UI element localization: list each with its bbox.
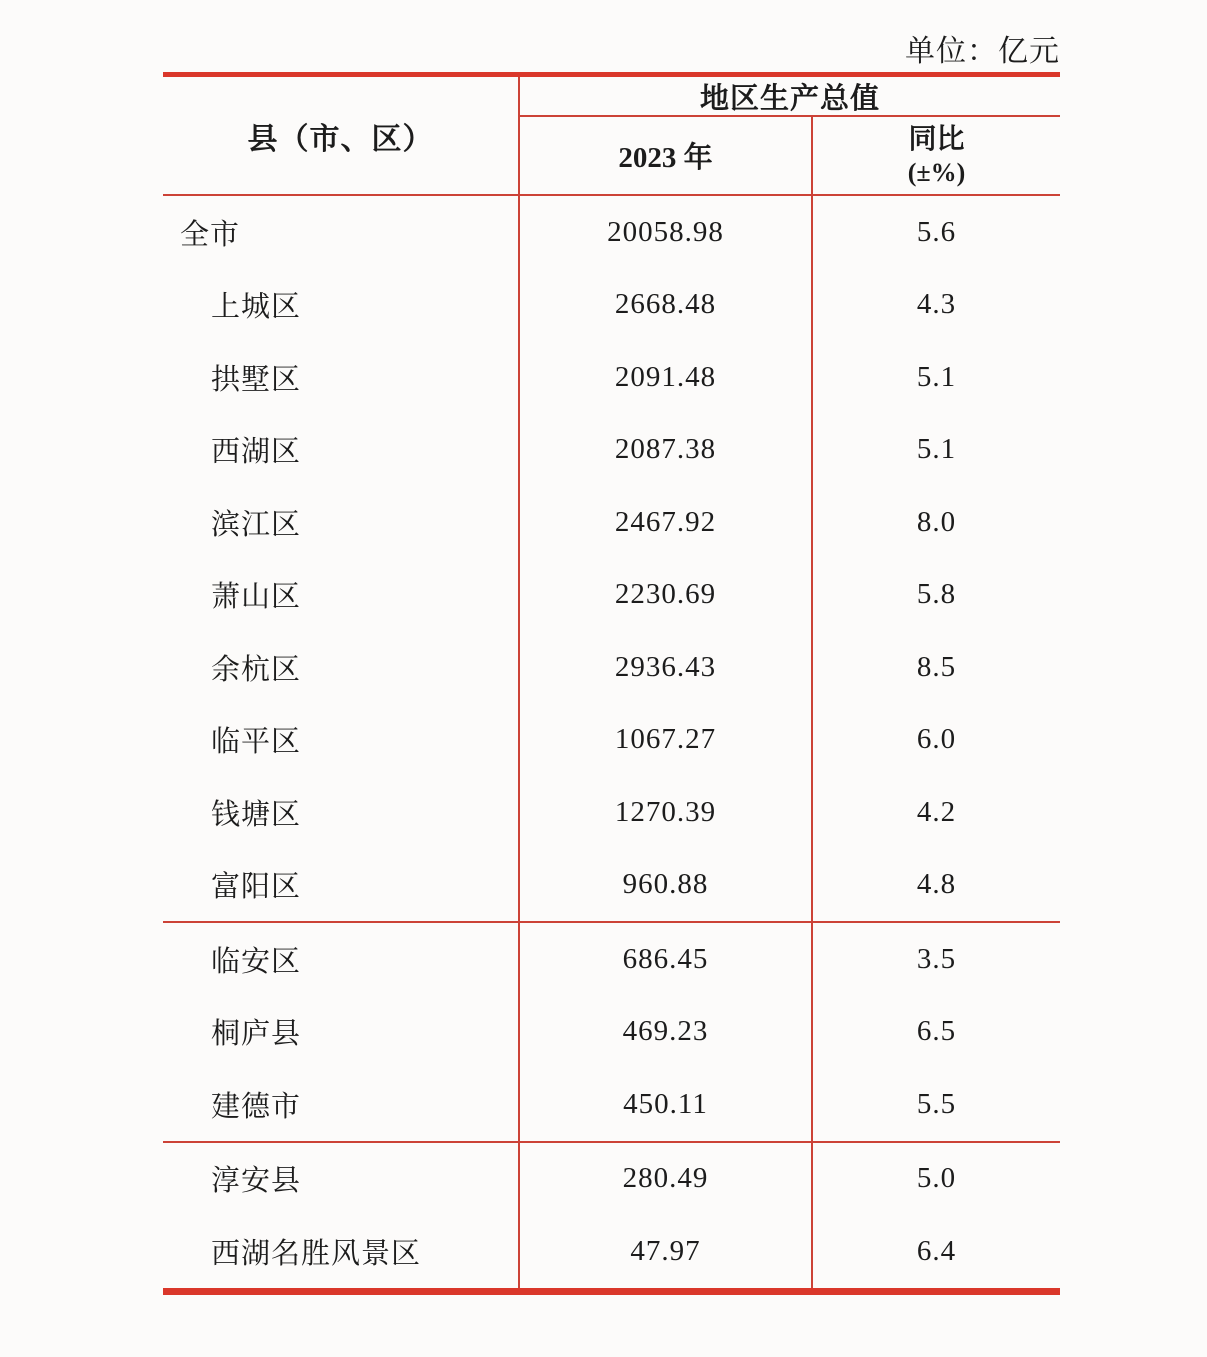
gdp-value-cell: 2668.48 xyxy=(520,269,813,342)
region-name-cell: 西湖名胜风景区 xyxy=(163,1215,520,1288)
gdp-value-cell: 2087.38 xyxy=(520,414,813,487)
table-section xyxy=(163,921,1060,1141)
gdp-value-cell: 280.49 xyxy=(520,1143,813,1216)
table-row xyxy=(163,196,1060,269)
gdp-value-cell: 2230.69 xyxy=(520,559,813,632)
header-yoy-line1: 同比 xyxy=(908,124,965,156)
table-row xyxy=(163,414,1060,487)
table-header xyxy=(163,77,1060,196)
region-name-cell: 桐庐县 xyxy=(163,996,520,1069)
table-row xyxy=(163,923,1060,996)
region-name-cell: 滨江区 xyxy=(163,486,520,559)
gdp-value-cell: 47.97 xyxy=(520,1215,813,1288)
unit-label: 单位：亿元 xyxy=(905,35,1060,68)
region-name-cell: 富阳区 xyxy=(163,849,520,922)
yoy-value-cell: 5.8 xyxy=(916,578,957,611)
table-row xyxy=(163,1215,1060,1288)
header-yoy xyxy=(813,117,1060,194)
region-name-cell: 建德市 xyxy=(163,1068,520,1141)
yoy-value-cell: 4.2 xyxy=(916,795,957,828)
yoy-value-cell: 8.5 xyxy=(916,650,957,683)
yoy-value-cell: 6.5 xyxy=(916,1015,957,1048)
table-section xyxy=(163,196,1060,921)
region-name-cell: 拱墅区 xyxy=(163,341,520,414)
region-name-cell: 西湖区 xyxy=(163,414,520,487)
gdp-value-cell: 469.23 xyxy=(520,996,813,1069)
gdp-value-cell: 1067.27 xyxy=(520,704,813,777)
gdp-value-cell: 960.88 xyxy=(520,849,813,922)
table-row xyxy=(163,631,1060,704)
header-gdp-group: 地区生产总值 xyxy=(520,77,1060,117)
yoy-value-cell: 8.0 xyxy=(916,505,957,538)
table-row xyxy=(163,269,1060,342)
yoy-value-cell: 3.5 xyxy=(916,942,957,975)
yoy-value-cell: 4.3 xyxy=(916,288,957,321)
region-name-cell: 临安区 xyxy=(163,923,520,996)
gdp-value-cell: 2091.48 xyxy=(520,341,813,414)
region-name-cell: 临平区 xyxy=(163,704,520,777)
gdp-value-cell: 1270.39 xyxy=(520,776,813,849)
table-row xyxy=(163,341,1060,414)
region-name-cell: 萧山区 xyxy=(163,559,520,632)
table-body xyxy=(163,196,1060,1288)
yoy-value-cell: 6.4 xyxy=(916,1234,957,1267)
gdp-value-cell: 20058.98 xyxy=(520,196,813,269)
yoy-value-cell: 4.8 xyxy=(916,868,957,901)
table-row xyxy=(163,704,1060,777)
table-row xyxy=(163,776,1060,849)
yoy-value-cell: 5.1 xyxy=(916,433,957,466)
yoy-value-cell: 5.1 xyxy=(916,360,957,393)
yoy-value-cell: 5.6 xyxy=(916,215,957,248)
gdp-value-cell: 2467.92 xyxy=(520,486,813,559)
region-name-cell: 钱塘区 xyxy=(163,776,520,849)
header-yoy-line2: (±%) xyxy=(907,157,966,187)
header-year-2023: 2023 年 xyxy=(520,117,813,194)
header-region-column: 县（市、区） xyxy=(163,77,520,194)
region-name-cell: 淳安县 xyxy=(163,1143,520,1216)
yoy-value-cell: 5.0 xyxy=(916,1162,957,1195)
gdp-value-cell: 2936.43 xyxy=(520,631,813,704)
yoy-value-cell: 6.0 xyxy=(916,723,957,756)
table-row xyxy=(163,1068,1060,1141)
gdp-table xyxy=(163,72,1060,1295)
table-row xyxy=(163,849,1060,922)
table-section xyxy=(163,1141,1060,1288)
yoy-value-cell: 5.5 xyxy=(916,1087,957,1120)
region-name-cell: 全市 xyxy=(163,196,520,269)
gdp-value-cell: 686.45 xyxy=(520,923,813,996)
table-row xyxy=(163,1143,1060,1216)
table-row xyxy=(163,559,1060,632)
region-name-cell: 上城区 xyxy=(163,269,520,342)
region-name-cell: 余杭区 xyxy=(163,631,520,704)
table-row xyxy=(163,996,1060,1069)
table-row xyxy=(163,486,1060,559)
gdp-value-cell: 450.11 xyxy=(520,1068,813,1141)
